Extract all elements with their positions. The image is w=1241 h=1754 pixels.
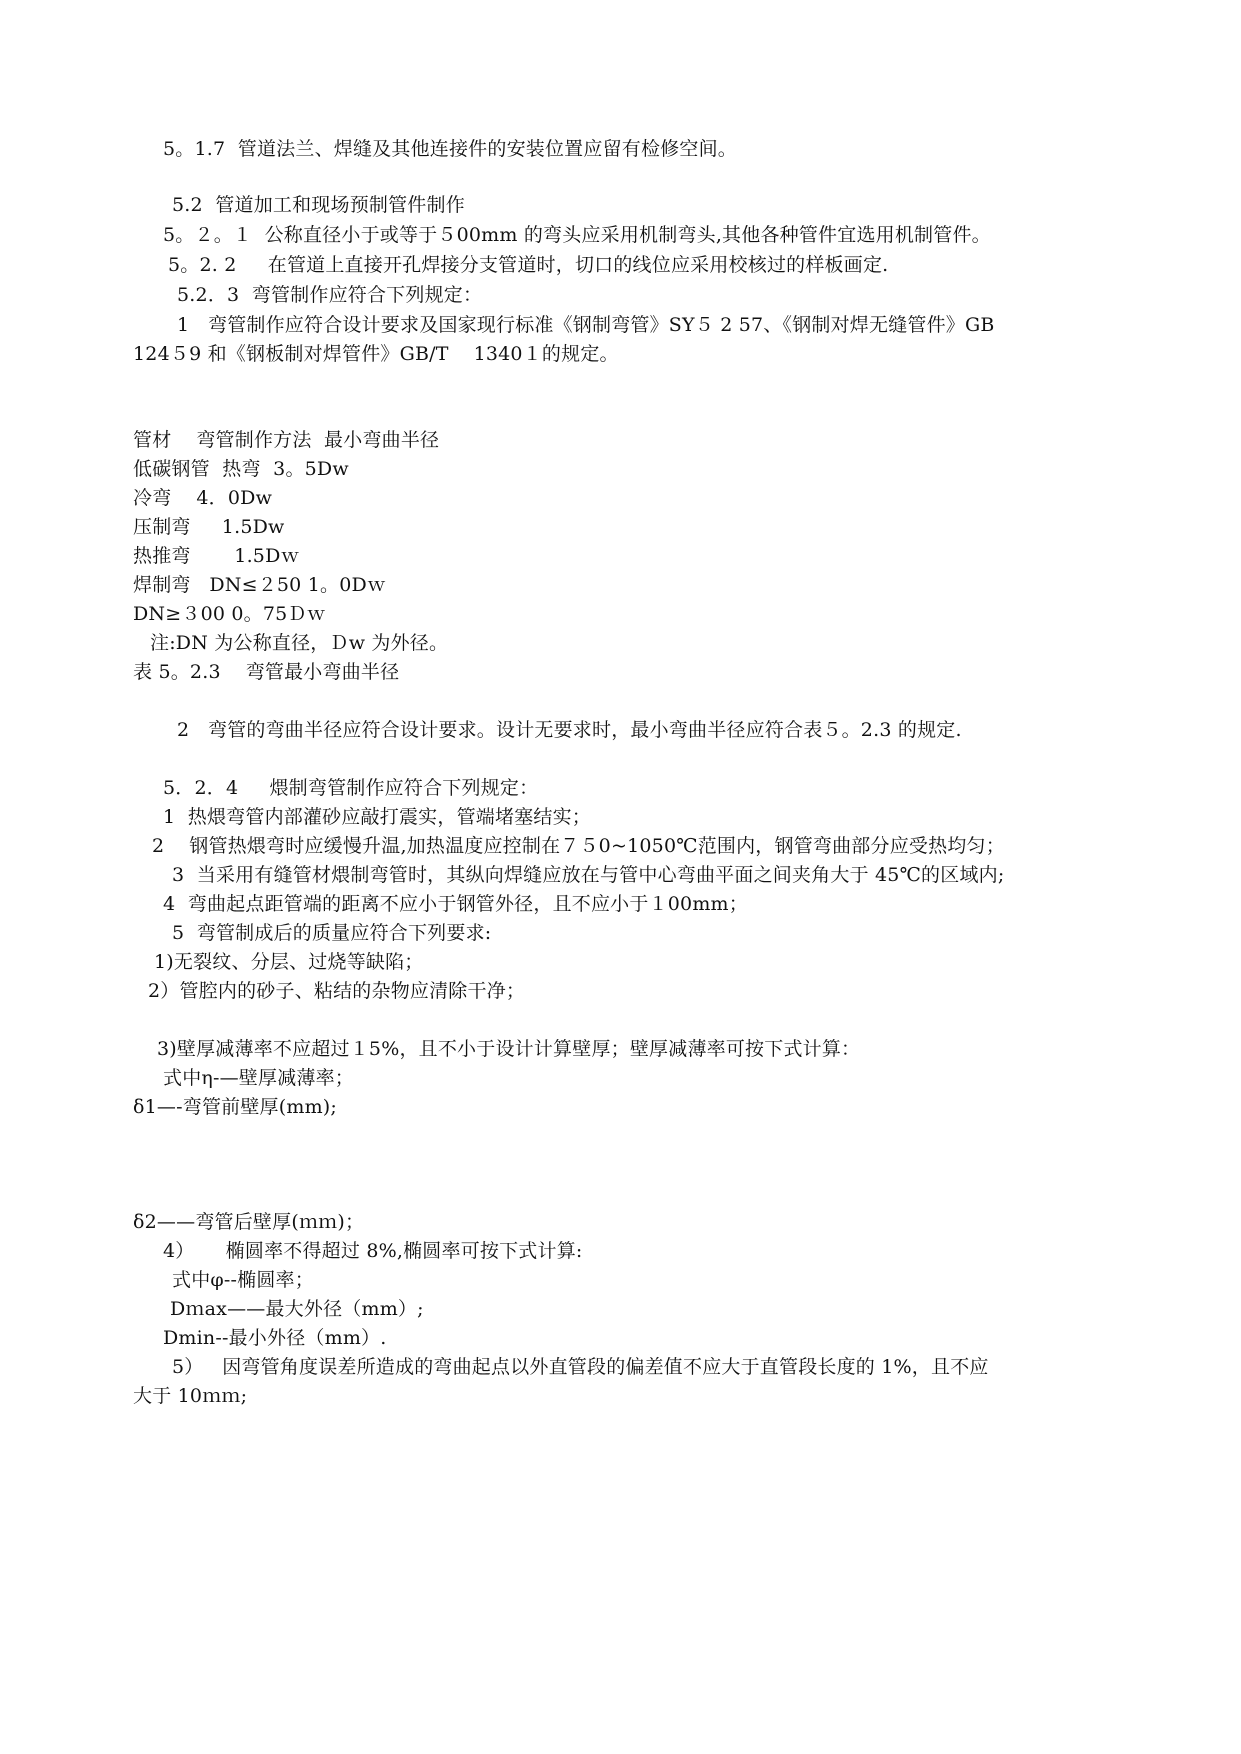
requirement-4: 4） 椭圆率不得超过 8%,椭圆率可按下式计算: [163,1240,583,1262]
clause-5-2-3-item-1-cont: 124５9 和《钢板制对焊管件》GB/T 1340１的规定。 [133,343,619,365]
requirement-3: 3)壁厚减薄率不应超过１5%，且不小于设计计算壁厚；壁厚减薄率可按下式计算： [157,1038,861,1060]
section-heading-5-2: 5.2 管道加工和现场预制管件制作 [172,194,465,216]
clause-5-2-4-item-1: 1 热煨弯管内部灌砂应敲打震实，管端堵塞结实； [163,806,591,828]
formula-definition: δ1—-弯管前壁厚(mm); [133,1096,338,1118]
requirement-1: 1)无裂纹、分层、过烧等缺陷； [154,951,424,973]
table-row: 冷弯 4．0Dw [133,487,273,509]
formula-definition: Dｍax——最大外径（mm）; [170,1298,424,1320]
clause-5-2-4-item-4: 4 弯曲起点距管端的距离不应小于钢管外径，且不应小于１00mm； [163,893,748,915]
requirement-2: 2）管腔内的砂子、粘结的杂物应清除干净； [148,980,526,1002]
clause-5-1-7: 5。1.7 管道法兰、焊缝及其他连接件的安装位置应留有检修空间。 [163,138,737,160]
table-row: DN≥３00 0。75Ｄｗ [133,603,326,625]
clause-5-2-3: 5.2．3 弯管制作应符合下列规定： [177,284,483,306]
clause-5-2-4-item-2: 2 钢管热煨弯时应缓慢升温,加热温度应控制在７５0~1050℃范围内，钢管弯曲部分应受热均匀； [152,835,1005,857]
table-row: 低碳钢管 热弯 3。5Dw [133,458,349,480]
table-note: 注:DN 为公称直径，Ｄw 为外径。 [150,632,449,654]
requirement-5: 5） 因弯管角度误差所造成的弯曲起点以外直管段的偏差值不应大于直管段长度的 1%，且不应 [172,1356,989,1378]
table-row: 热推弯 1.5Dｗ [133,545,300,567]
formula-definition: 式中φ--椭圆率； [172,1269,314,1291]
clause-5-2-3-item-1: 1 弯管制作应符合设计要求及国家现行标准《钢制弯管》SY５ 2 57、《钢制对焊无缝管件》GB [177,314,995,336]
table-caption: 表 5。2.3 弯管最小弯曲半径 [133,661,400,683]
requirement-5-cont: 大于 10ｍｍ; [133,1385,248,1407]
table-row: 压制弯 1.5Dw [133,516,285,538]
formula-definition: 式中η-—壁厚减薄率； [163,1067,355,1089]
table-header: 管材 弯管制作方法 最小弯曲半径 [133,429,440,451]
clause-5-2-4: 5．2．4 煨制弯管制作应符合下列规定： [163,777,539,799]
clause-5-2-3-item-2: 2 弯管的弯曲半径应符合设计要求。设计无要求时，最小弯曲半径应符合表５。2.3 的规定. [177,719,962,741]
clause-5-2-1: 5。２。１ 公称直径小于或等于５00mm 的弯头应采用机制弯头,其他各种管件宜选用机制管件。 [163,224,991,246]
clause-5-2-4-item-3: 3 当采用有缝管材煨制弯管时，其纵向焊缝应放在与管中心弯曲平面之间夹角大于 45℃的区域内; [172,864,1005,886]
clause-5-2-4-item-5: 5 弯管制成后的质量应符合下列要求: [172,922,492,944]
clause-5-2-2: 5。2. 2 在管道上直接开孔焊接分支管道时，切口的线位应采用校核过的样板画定. [168,254,889,276]
formula-definition: Dmin--最小外径（mm）. [163,1327,387,1349]
table-row: 焊制弯 DN≤２50 1。0Dｗ [133,574,387,596]
formula-definition: δ2——弯管后壁厚(ｍｍ)； [133,1211,365,1233]
